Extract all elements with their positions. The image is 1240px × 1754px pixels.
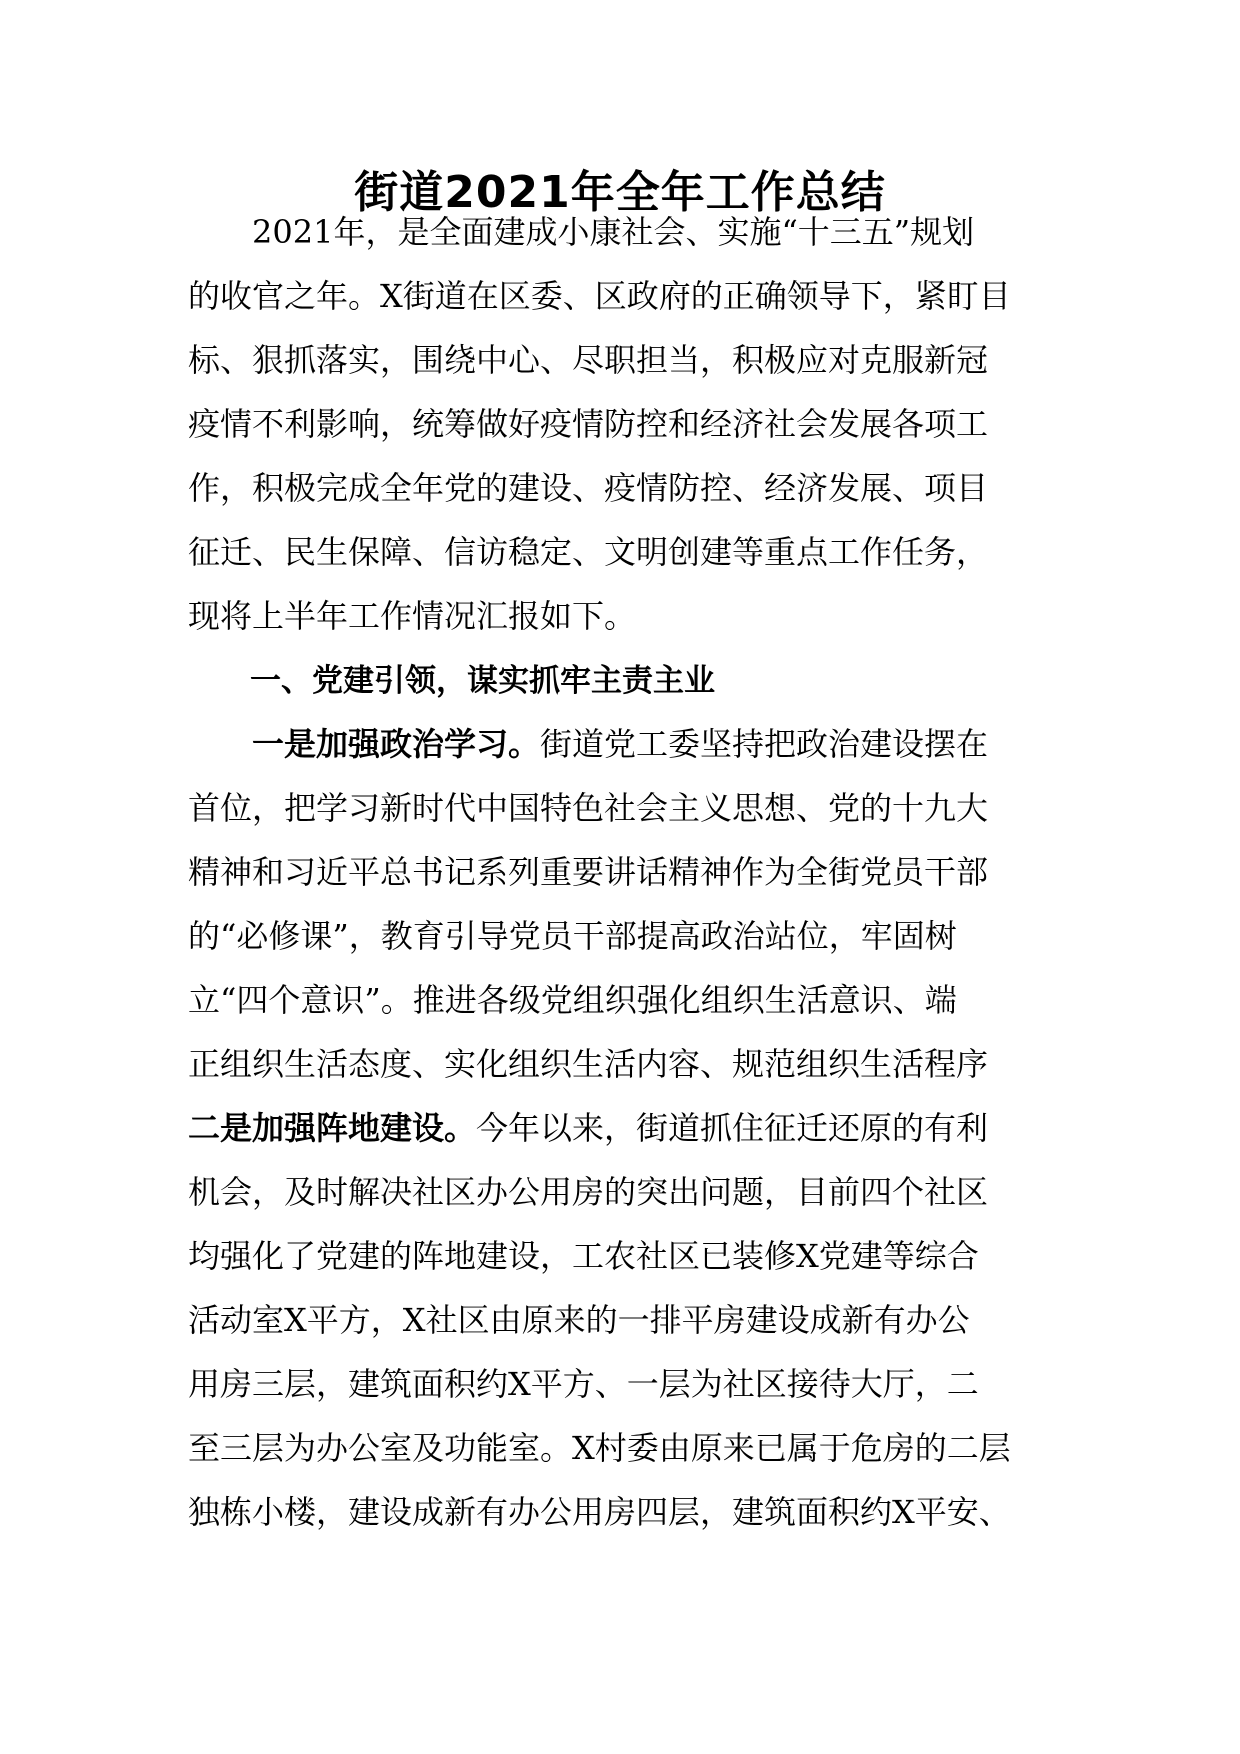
- body-line: [188, 520, 1068, 584]
- line-text: 现将上半年工作情况汇报如下。: [188, 597, 637, 635]
- line-text: 疫情不利影响，统筹做好疫情防控和经济社会发展各项工: [188, 405, 989, 443]
- line-text: 独栋小楼，建设成新有办公用房四层，建筑面积约X平安、: [188, 1493, 1011, 1531]
- line-text: 首位，把学习新时代中国特色社会主义思想、党的十九大: [188, 789, 989, 827]
- line-text: 征迁、民生保障、信访稳定、文明创建等重点工作任务，: [188, 533, 989, 571]
- body-line: [188, 968, 1068, 1032]
- line-text: 立“四个意识”。推进各级党组织强化组织生活意识、端: [188, 981, 957, 1019]
- body-line: [188, 840, 1068, 904]
- body-line: [188, 776, 1068, 840]
- body-line: [188, 456, 1068, 520]
- body-line: [188, 712, 1068, 776]
- body-line: [188, 392, 1068, 456]
- body-line: [188, 264, 1068, 328]
- body-line: [188, 1224, 1068, 1288]
- line-lead: 二是加强阵地建设。: [188, 1109, 477, 1147]
- body-line: [188, 904, 1068, 968]
- line-text: 至三层为办公室及功能室。X村委由原来已属于危房的二层: [188, 1429, 1011, 1467]
- line-text: 作，积极完成全年党的建设、疫情防控、经济发展、项目: [188, 469, 989, 507]
- body-line: [188, 1288, 1068, 1352]
- line-text: 街道党工委坚持把政治建设摆在: [540, 725, 989, 763]
- line-lead: 一是加强政治学习。: [188, 725, 541, 763]
- line-text: 用房三层，建筑面积约X平方、一层为社区接待大厅，二: [188, 1365, 979, 1403]
- line-text: 均强化了党建的阵地建设，工农社区已装修X党建等综合: [188, 1237, 979, 1275]
- line-text: 活动室X平方，X社区由原来的一排平房建设成新有办公: [188, 1301, 970, 1339]
- body-line: [188, 328, 1068, 392]
- body-line: [188, 1096, 1068, 1160]
- body-line: [188, 200, 1068, 264]
- body-line: [188, 1352, 1068, 1416]
- line-text: 的“必修课”，教育引导党员干部提高政治站位，牢固树: [188, 917, 957, 955]
- line-text: 的收官之年。X街道在区委、区政府的正确领导下，紧盯目: [188, 277, 1011, 315]
- line-text: 正组织生活态度、实化组织生活内容、规范组织生活程序: [188, 1045, 989, 1083]
- line-text: 2021年，是全面建成小康社会、实施“十三五”规划: [188, 213, 975, 251]
- line-text: 标、狠抓落实，围绕中心、尽职担当，积极应对克服新冠: [188, 341, 989, 379]
- body-line: [188, 1160, 1068, 1224]
- line-text: 机会，及时解决社区办公用房的突出问题，目前四个社区: [188, 1173, 989, 1211]
- section-heading-text: 一、党建引领，谋实抓牢主责主业: [188, 663, 715, 699]
- section-heading: [188, 648, 1068, 712]
- body-line: [188, 1480, 1068, 1544]
- document-title: 街道2021年全年工作总结: [354, 167, 886, 218]
- line-text: 今年以来，街道抓住征迁还原的有利: [476, 1109, 989, 1147]
- body-line: [188, 584, 1068, 648]
- line-text: 精神和习近平总书记系列重要讲话精神作为全街党员干部: [188, 853, 989, 891]
- body-line: [188, 1416, 1068, 1480]
- body-line: [188, 1032, 1068, 1096]
